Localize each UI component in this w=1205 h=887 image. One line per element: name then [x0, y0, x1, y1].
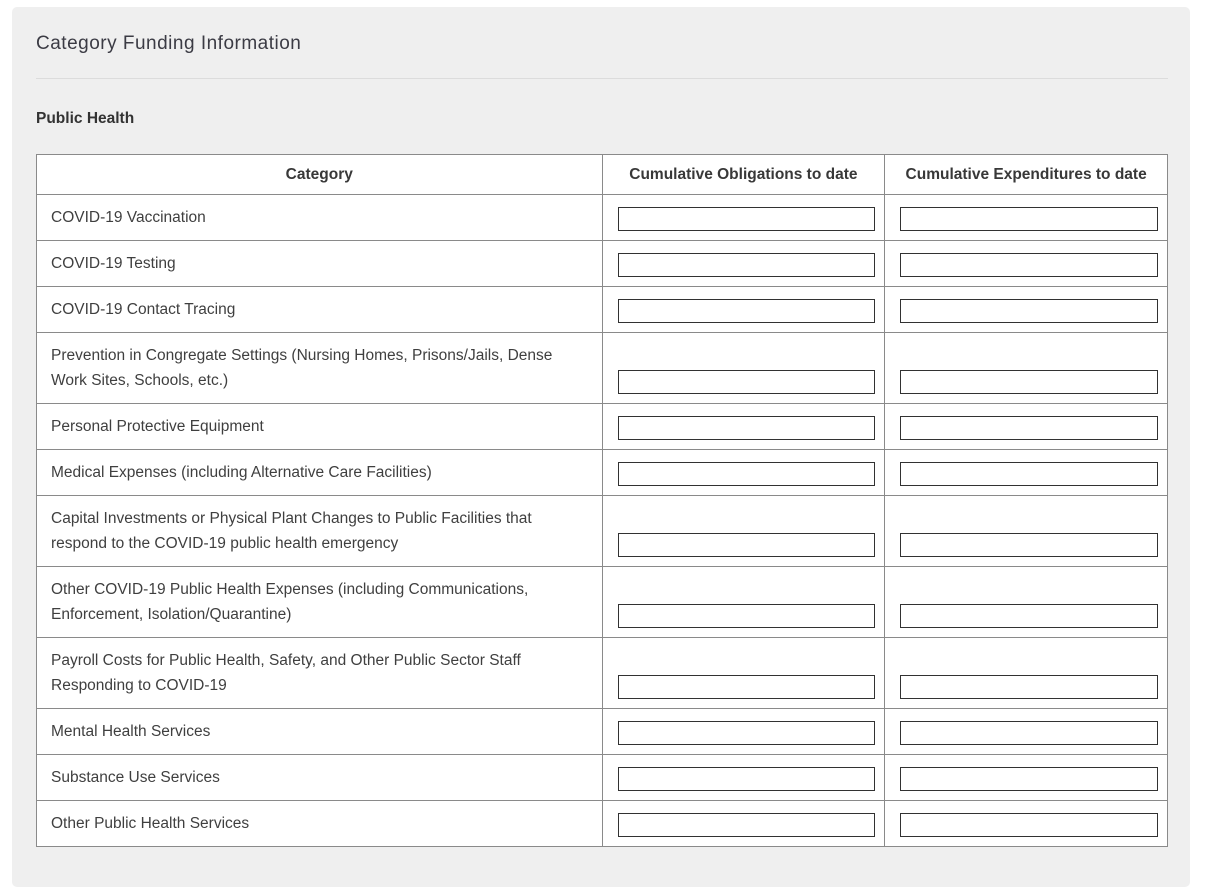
category-cell: Prevention in Congregate Settings (Nursing Homes, Prisons/Jails, Dense Work Sites, Schools, etc.) — [37, 333, 603, 404]
expenditures-input[interactable] — [900, 813, 1158, 837]
expenditures-cell — [885, 195, 1168, 241]
obligations-input[interactable] — [618, 767, 876, 791]
expenditures-cell — [885, 755, 1168, 801]
obligations-input[interactable] — [618, 207, 876, 231]
category-cell: Other Public Health Services — [37, 801, 603, 847]
expenditures-input[interactable] — [900, 767, 1158, 791]
obligations-input[interactable] — [618, 416, 876, 440]
obligations-input[interactable] — [618, 462, 876, 486]
obligations-cell — [602, 638, 885, 709]
table-row — [37, 755, 1168, 801]
expenditures-input[interactable] — [900, 462, 1158, 486]
obligations-input[interactable] — [618, 533, 876, 557]
category-cell: Other COVID-19 Public Health Expenses (including Communications, Enforcement, Isolation/Quarantine) — [37, 567, 603, 638]
category-cell: COVID-19 Vaccination — [37, 195, 603, 241]
obligations-cell — [602, 709, 885, 755]
table-row — [37, 709, 1168, 755]
category-cell: Substance Use Services — [37, 755, 603, 801]
expenditures-cell — [885, 801, 1168, 847]
table-row — [37, 404, 1168, 450]
obligations-cell — [602, 241, 885, 287]
expenditures-cell — [885, 709, 1168, 755]
expenditures-input[interactable] — [900, 253, 1158, 277]
obligations-cell — [602, 496, 885, 567]
table-row — [37, 450, 1168, 496]
expenditures-input[interactable] — [900, 416, 1158, 440]
expenditures-cell — [885, 404, 1168, 450]
table-row — [37, 195, 1168, 241]
expenditures-cell — [885, 241, 1168, 287]
obligations-cell — [602, 450, 885, 496]
column-header-category: Category — [37, 155, 603, 195]
table-row — [37, 801, 1168, 847]
expenditures-cell — [885, 496, 1168, 567]
obligations-input[interactable] — [618, 675, 876, 699]
table-row — [37, 241, 1168, 287]
expenditures-input[interactable] — [900, 675, 1158, 699]
expenditures-input[interactable] — [900, 370, 1158, 394]
category-cell: COVID-19 Testing — [37, 241, 603, 287]
obligations-cell — [602, 755, 885, 801]
category-cell: Personal Protective Equipment — [37, 404, 603, 450]
obligations-input[interactable] — [618, 604, 876, 628]
table-header-row — [37, 155, 1168, 195]
section-title-public-health: Public Health — [36, 110, 135, 127]
obligations-cell — [602, 404, 885, 450]
obligations-input[interactable] — [618, 253, 876, 277]
expenditures-input[interactable] — [900, 604, 1158, 628]
funding-table — [36, 154, 1168, 847]
funding-table-body — [37, 195, 1168, 847]
obligations-input[interactable] — [618, 813, 876, 837]
expenditures-input[interactable] — [900, 207, 1158, 231]
expenditures-input[interactable] — [900, 299, 1158, 323]
table-row — [37, 496, 1168, 567]
expenditures-input[interactable] — [900, 533, 1158, 557]
expenditures-cell — [885, 567, 1168, 638]
obligations-input[interactable] — [618, 299, 876, 323]
category-cell: COVID-19 Contact Tracing — [37, 287, 603, 333]
category-cell: Payroll Costs for Public Health, Safety, and Other Public Sector Staff Responding to COVID-19 — [37, 638, 603, 709]
title-divider — [36, 78, 1168, 79]
expenditures-cell — [885, 450, 1168, 496]
category-cell: Capital Investments or Physical Plant Changes to Public Facilities that respond to the COVID-19 public health emergency — [37, 496, 603, 567]
page-title: Category Funding Information — [36, 33, 302, 54]
obligations-input[interactable] — [618, 370, 876, 394]
column-header-obligations: Cumulative Obligations to date — [602, 155, 885, 195]
expenditures-cell — [885, 333, 1168, 404]
expenditures-input[interactable] — [900, 721, 1158, 745]
column-header-expenditures: Cumulative Expenditures to date — [885, 155, 1168, 195]
category-cell: Mental Health Services — [37, 709, 603, 755]
obligations-cell — [602, 567, 885, 638]
table-row — [37, 567, 1168, 638]
expenditures-cell — [885, 638, 1168, 709]
obligations-cell — [602, 287, 885, 333]
table-row — [37, 287, 1168, 333]
obligations-cell — [602, 195, 885, 241]
expenditures-cell — [885, 287, 1168, 333]
category-cell: Medical Expenses (including Alternative Care Facilities) — [37, 450, 603, 496]
obligations-cell — [602, 801, 885, 847]
table-row — [37, 333, 1168, 404]
table-row — [37, 638, 1168, 709]
obligations-cell — [602, 333, 885, 404]
obligations-input[interactable] — [618, 721, 876, 745]
category-funding-card — [12, 7, 1190, 887]
